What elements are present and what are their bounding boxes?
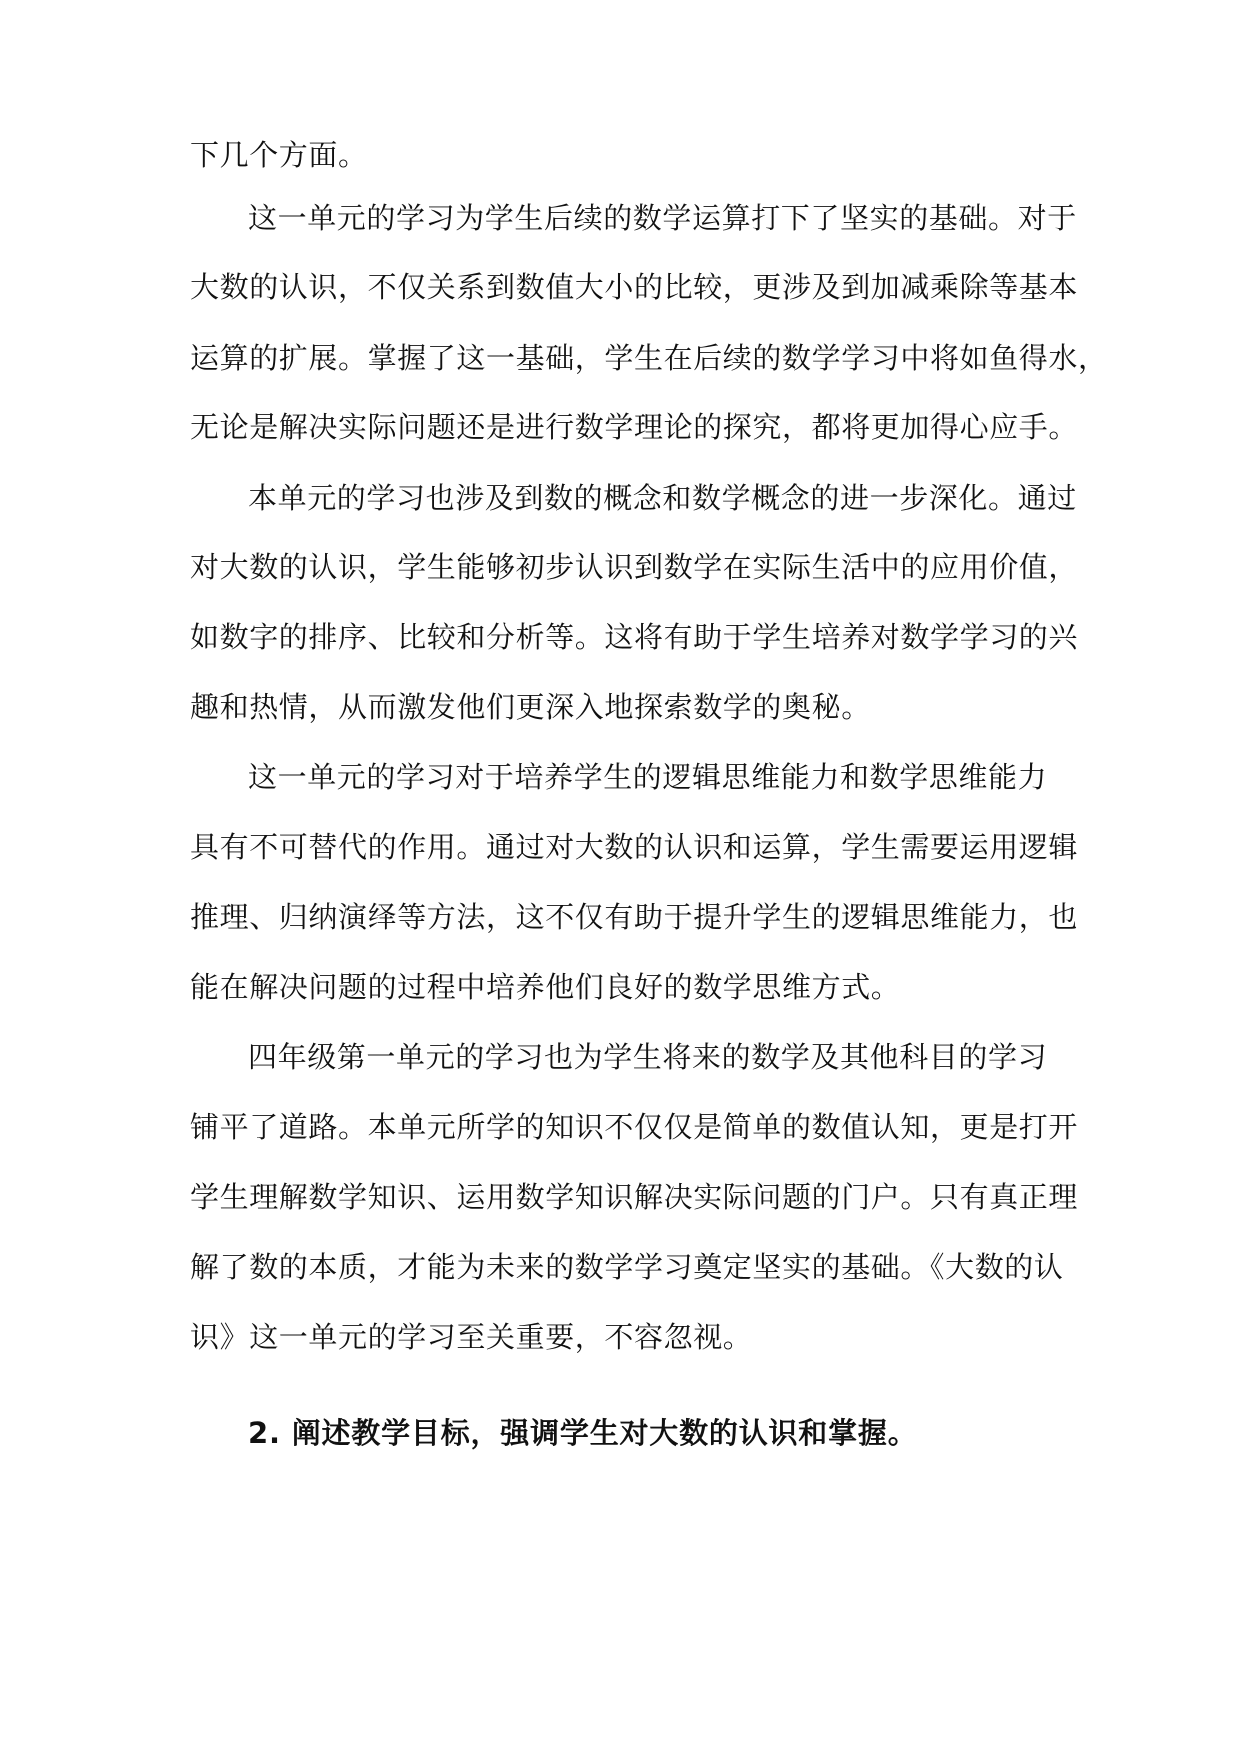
section-heading: 2. 阐述教学目标，强调学生对大数的认识和掌握。: [248, 1416, 918, 1450]
text-line: 学生理解数学知识、运用数学知识解决实际问题的门户。只有真正理: [190, 1180, 1079, 1214]
paragraph-first-line: 本单元的学习也涉及到数的概念和数学概念的进一步深化。通过: [248, 481, 1077, 515]
text-line: 无论是解决实际问题还是进行数学理论的探究，都将更加得心应手。: [190, 410, 1079, 444]
text-line: 运算的扩展。掌握了这一基础，学生在后续的数学学习中将如鱼得水，: [190, 341, 1108, 375]
paragraph-first-line: 这一单元的学习对于培养学生的逻辑思维能力和数学思维能力: [248, 760, 1048, 794]
text-line: 具有不可替代的作用。通过对大数的认识和运算，学生需要运用逻辑: [190, 830, 1079, 864]
text-line: 大数的认识，不仅关系到数值大小的比较，更涉及到加减乘除等基本: [190, 270, 1079, 304]
text-line: 下几个方面。: [190, 138, 368, 172]
text-line: 趣和热情，从而激发他们更深入地探索数学的奥秘。: [190, 690, 871, 724]
text-line: 推理、归纳演绎等方法，这不仅有助于提升学生的逻辑思维能力，也: [190, 900, 1079, 934]
text-line: 对大数的认识，学生能够初步认识到数学在实际生活中的应用价值，: [190, 550, 1079, 584]
text-line: 如数字的排序、比较和分析等。这将有助于学生培养对数学学习的兴: [190, 620, 1079, 654]
text-line: 铺平了道路。本单元所学的知识不仅仅是简单的数值认知，更是打开: [190, 1110, 1079, 1144]
text-line: 能在解决问题的过程中培养他们良好的数学思维方式。: [190, 970, 901, 1004]
paragraph-first-line: 四年级第一单元的学习也为学生将来的数学及其他科目的学习: [248, 1040, 1048, 1074]
paragraph-first-line: 这一单元的学习为学生后续的数学运算打下了坚实的基础。对于: [248, 201, 1077, 235]
text-line: 解了数的本质，才能为未来的数学学习奠定坚实的基础。《大数的认: [190, 1250, 1064, 1284]
text-line: 识》这一单元的学习至关重要，不容忽视。: [190, 1320, 753, 1354]
